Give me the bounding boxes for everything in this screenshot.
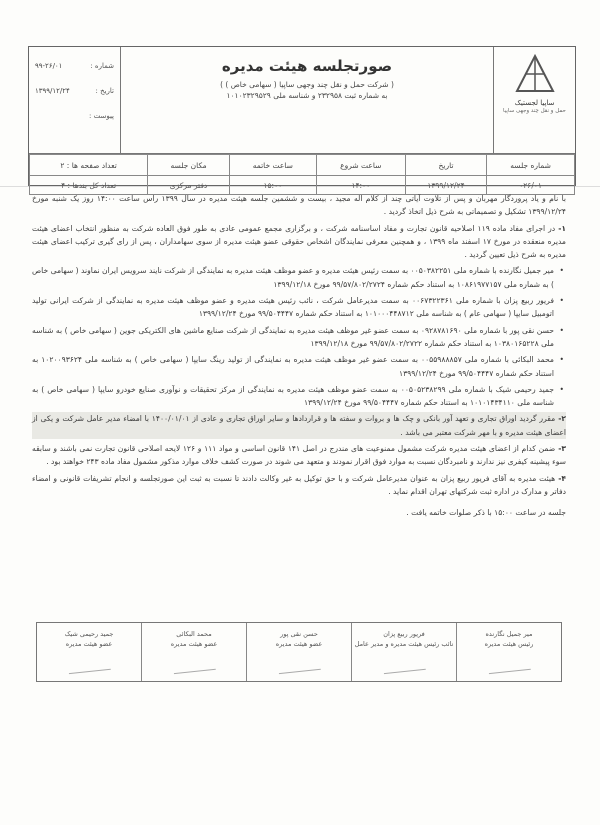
item-text: ضمن کدام از اعضای هیئت مدیره شرکت مشمول ممنوعیت های مندرج در اصل ۱۴۱ قانون اساسی و مواد ۱۱۱ و ۱۲۶ لایحه اصلاحی قانون تجارت نمی باشند و سابقه سوء پیشینه کیفری نیز ندارند و نامبردگان نسبت به موارد فوق اقرار نمودند و متعهد می شوند در صورت کشف خلاف موارد مذکور مشمول مفاد ماده ۲۴۳ خواهند بود . bbox=[32, 444, 566, 467]
signer-role: عضو هیئت مدیره bbox=[170, 640, 218, 648]
item-number: ۳- bbox=[558, 444, 566, 454]
session-header-cell: مکان جلسه bbox=[148, 155, 230, 176]
signer-name: جمید رحیمی شیک bbox=[64, 630, 114, 638]
meta-block bbox=[29, 47, 121, 153]
member-entry: • حسن نقی پور با شماره ملی ۰۹۲۸۷۸۱۶۹۰ به سمت عضو غیر موظف هیئت مدیره به نمایندگی از شرکت صنایع ماشین های الکتریکی جوین ( سهامی خاص ) به شناسه ملی ۱۰۳۸۰۱۶۵۲۲۸ به استناد حکم شماره ۹۹/۵۷/۸۰۲/۲۷۲۲ مورخ ۱۳۹۹/۱۲/۱۸ bbox=[32, 324, 566, 351]
member-entry: • فریور ربیع پزان با شماره ملی ۰۰۶۷۳۲۲۳۶۱ به سمت مدیرعامل شرکت ، نائب رئیس هیئت مدیره و عضو موظف هیئت مدیره به نمایندگی از شرکت ایرانی تولید اتومبیل سایپا ( سهامی عام ) به شناسه ملی ۱۰۱۰۰۰۴۴۸۷۱۲ به استناد حکم شماره ۹۹/۵۰۴۴۴۷ مورخ ۱۳۹۹/۱۲/۲۴ bbox=[32, 294, 566, 321]
intro-paragraph: با نام و یاد پروردگار مهربان و پس از تلاوت آیاتی چند از کلام اله مجید ، بیست و ششمین جلسه هیئت مدیره در سال ۱۳۹۹ راس ساعت ۱۴:۰۰ روز یک شنبه مورخ ۱۳۹۹/۱۲/۲۴ تشکیل و تصمیماتی به شرح ذیل اتخاذ گردید . bbox=[32, 194, 566, 217]
meta-date-value: ۱۳۹۹/۱۲/۲۴ bbox=[35, 86, 70, 95]
item-2 bbox=[32, 412, 566, 439]
signer-name: میر جمیل نگارنده bbox=[485, 630, 533, 638]
session-table bbox=[29, 153, 575, 190]
signer-name: حسن نقی پور bbox=[280, 630, 318, 638]
signer-name: محمد البکائی bbox=[176, 630, 212, 638]
item-number: ۱- bbox=[558, 223, 566, 233]
meta-date bbox=[29, 78, 120, 103]
signature-mark bbox=[487, 653, 531, 674]
logo-sub-text: حمل و نقل چند وجهی ساپیا bbox=[503, 108, 566, 114]
item-text: مقرر گردید اوراق تجاری و تعهد آور بانکی و چک ها و بروات و سفته ها و قراردادها و سایر اوراق تجاری و عادی از ۱۴۰۰/۰۱/۰۱ با امضاء مدیر عامل شرکت و یکی از اعضای هیئت مدیره و با مهر شرکت معتبر می باشد . bbox=[32, 414, 566, 437]
signature-table bbox=[36, 622, 562, 682]
signer-name: فریور ربیع پزان bbox=[383, 630, 425, 638]
member-entry: • میر جمیل نگارنده با شماره ملی ۰۰۵۰۳۸۲۲۵۱ به سمت رئیس هیئت مدیره و عضو موظف هیئت مدیره به نمایندگی از شرکت نایند سرویس ایران نماوند ( سهامی خاص ) به شماره ملی ۱۰۸۶۱۹۷۷۱۵۷ به استناد حکم شماره ۹۹/۵۷/۸۰۲/۲۷۲۴ مورخ ۱۳۹۹/۱۲/۱۸ bbox=[32, 264, 566, 291]
signer-role: عضو هیئت مدیره bbox=[275, 640, 323, 648]
registration-info: به شماره ثبت ۲۳۲۹۵۸ و شناسه ملی ۱۰۱۰۲۳۲۹۵۲۹ bbox=[226, 91, 388, 100]
meta-attachment bbox=[29, 103, 120, 128]
session-value-cell: تعداد کل بندها : ۴ bbox=[30, 176, 148, 195]
signature-mark bbox=[382, 653, 426, 674]
item-number: ۴- bbox=[558, 473, 566, 483]
signer-role: نائب رئیس هیئت مدیره و مدیر عامل bbox=[354, 640, 454, 648]
signature-mark bbox=[277, 653, 321, 674]
meta-number bbox=[29, 53, 120, 78]
session-header-cell: تاریخ bbox=[405, 155, 486, 176]
session-header-cell: ساعت خاتمه bbox=[229, 155, 316, 176]
signer-role: رئیس هیئت مدیره bbox=[484, 640, 534, 648]
session-value-cell: دفتر مرکزی bbox=[148, 176, 230, 195]
signature-mark bbox=[67, 653, 111, 674]
session-header-cell: تعداد صفحه ها : ۲ bbox=[30, 155, 148, 176]
session-header-cell: ساعت شروع bbox=[316, 155, 405, 176]
signature-cell bbox=[37, 623, 141, 681]
session-value-cell: ۱۵:۰۰ bbox=[229, 176, 316, 195]
meta-date-label: تاریخ : bbox=[95, 86, 114, 95]
signature-cell bbox=[141, 623, 246, 681]
header-frame bbox=[28, 46, 576, 190]
item-number: ۲- bbox=[558, 414, 566, 424]
session-header-cell: شماره جلسه bbox=[487, 155, 575, 176]
item-text: در اجرای مفاد ماده ۱۱۹ اصلاحیه قانون تجارت و مفاد اساسنامه شرکت ، و برگزاری مجمع عمومی عادی به طور فوق العاده شرکت به منظور انتخاب اعضای هیئت مدیره منعقده در مورخ ۱۷ اسفند ماه ۱۳۹۹ ، و همچنین معرفی نمایندگان اشخاص حقوقی عضو هیئت مدیره از سوی سهامداران ، پس از رای گیری ترکیب اعضای هیئت مدیره به شرح ذیل تعیین گردید . bbox=[32, 223, 566, 260]
session-value-cell: ۱۳۹۹/۱۲/۲۴ bbox=[405, 176, 486, 195]
member-entry: • محمد البکائی با شماره ملی ۰۰۵۵۹۸۸۸۵۷ به سمت عضو غیر موظف هیئت مدیره به نمایندگی از تولید رینگ سایپا ( سهامی خاص ) به شناسه ملی ۱۰۲۰۰۹۳۶۲۴ به استناد حکم شماره ۹۹/۵۰۴۴۴۷ مورخ ۱۳۹۹/۱۲/۲۴ bbox=[32, 353, 566, 380]
session-value-cell: ۱۴:۰۰ bbox=[316, 176, 405, 195]
minutes-body bbox=[32, 192, 566, 523]
signature-cell bbox=[351, 623, 456, 681]
signature-cell bbox=[246, 623, 351, 681]
company-logo-block bbox=[493, 47, 575, 153]
closing-line: جلسه در ساعت ۱۵:۰۰ با ذکر صلوات خاتمه یافت . bbox=[406, 508, 566, 518]
company-name: ( شرکت حمل و نقل چند وجهی ساپیا ( سهامی خاص ) ) bbox=[220, 80, 394, 89]
document-title: صورتجلسه هیئت مدیره bbox=[221, 57, 393, 75]
signature-cell bbox=[456, 623, 561, 681]
meta-number-value: ۹۹-۲۶/۰۱ bbox=[35, 61, 63, 70]
meta-number-label: شماره : bbox=[90, 61, 114, 70]
logo-brand-text: ساپیا لجستیک bbox=[514, 99, 555, 107]
signature-mark bbox=[172, 653, 216, 674]
item-4 bbox=[32, 472, 566, 499]
signer-role: عضو هیئت مدیره bbox=[65, 640, 113, 648]
member-entry: • جمید رحیمی شیک با شماره ملی ۰۰۵۰۵۲۳۸۲۹۹ به سمت عضو موظف هیئت مدیره به نمایندگی از مرکز تحقیقات و نوآوری صنایع خودرو سایپا ( سهامی خاص ) به شناسه ملی ۱۰۱۰۱۴۳۴۱۱۰ به استناد حکم شماره ۹۹/۵۰۴۴۴۷ مورخ ۱۳۹۹/۱۲/۲۴ bbox=[32, 383, 566, 410]
meta-attachment-label: پیوست : bbox=[89, 111, 114, 120]
item-1 bbox=[32, 222, 566, 262]
company-logo-icon bbox=[513, 53, 557, 97]
session-value-cell: ۰۲۶/۰۱ bbox=[487, 176, 575, 195]
item-text: هیئت مدیره به آقای فریور ربیع پزان به عنوان مدیرعامل شرکت و با حق توکیل به غیر وکالت دادند تا نسبت به ثبت این صورتجلسه و انجام تشریفات قانونی و امضاء دفاتر و مدارک در اداره ثبت شرکتهای تهران اقدام نماید . bbox=[32, 473, 566, 496]
item-3 bbox=[32, 442, 566, 469]
title-block bbox=[121, 47, 493, 109]
